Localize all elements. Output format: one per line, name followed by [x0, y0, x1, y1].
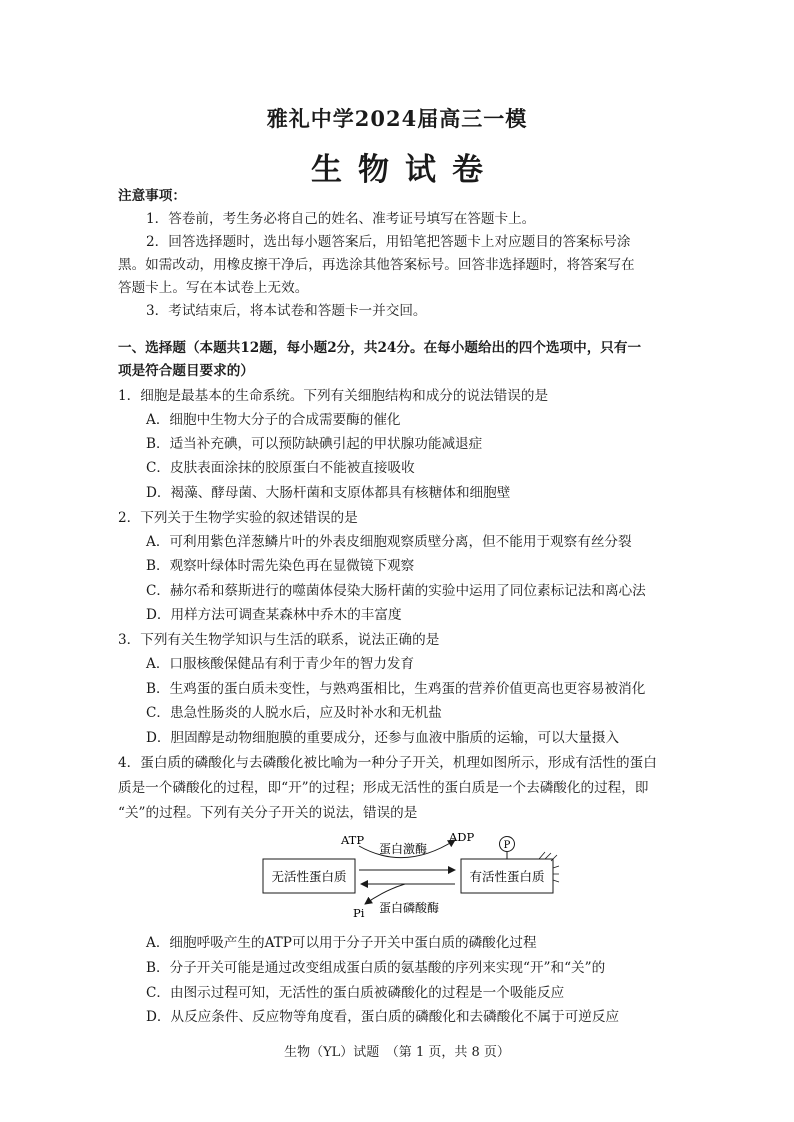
exam-title: 生物试卷: [311, 152, 499, 188]
adp-label: ADP: [449, 830, 475, 844]
notice-item-3: 3．考试结束后，将本试卷和答题卡一并交回。: [146, 303, 427, 319]
question-3-option-b: B．生鸡蛋的蛋白质未变性，与熟鸡蛋相比，生鸡蛋的营养价值更高也更容易被消化: [146, 681, 646, 697]
question-1-option-b: B．适当补充碘，可以预防缺碘引起的甲状腺功能减退症: [146, 436, 483, 452]
question-2-stem: 2．下列关于生物学实验的叙述错误的是: [118, 510, 358, 526]
phosphorylation-diagram: [255, 824, 575, 924]
phosphate-label: P: [503, 840, 511, 851]
school-title: 雅礼中学2024届高三一模: [266, 106, 528, 131]
question-1-option-c: C．皮肤表面涂抹的胶原蛋白不能被直接吸收: [146, 460, 415, 476]
active-protein-label: 有活性蛋白质: [469, 869, 545, 884]
question-4-option-b: B．分子开关可能是通过改变组成蛋白质的氨基酸的序列来实现“开”和“关”的: [146, 960, 606, 976]
kinase-label: 蛋白激酶: [379, 842, 428, 856]
question-4-option-d: D．从反应条件、反应物等角度看，蛋白质的磷酸化和去磷酸化不属于可逆反应: [146, 1009, 620, 1025]
phosphatase-label: 蛋白磷酸酶: [379, 901, 440, 915]
question-1-option-a: A．细胞中生物大分子的合成需要酶的催化: [146, 412, 401, 428]
question-4-stem-line-3: “关”的过程。下列有关分子开关的说法，错误的是: [118, 805, 418, 821]
page-footer: 生物（YL）试题 （第 1 页，共 8 页）: [284, 1045, 510, 1060]
notice-heading: 注意事项：: [118, 188, 186, 204]
question-4-stem-line-1: 4．蛋白质的磷酸化与去磷酸化被比喻为一种分子开关，机理如图所示，形成有活性的蛋白: [118, 755, 657, 771]
question-4-stem-line-2: 质是一个磷酸化的过程，即“开”的过程；形成无活性的蛋白质是一个去磷酸化的过程，即: [118, 780, 649, 796]
inactive-protein-label: 无活性蛋白质: [271, 869, 347, 884]
atp-label: ATP: [341, 833, 365, 847]
section-heading-line-2: 项是符合题目要求的）: [118, 363, 254, 379]
section-heading-line-1: 一、选择题（本题共12题，每小题2分，共24分。在每小题给出的四个选项中，只有一: [118, 340, 642, 356]
notice-item-2-line-1: 2．回答选择题时，选出每小题答案后，用铅笔把答题卡上对应题目的答案标号涂: [146, 234, 631, 250]
notice-item-1: 1．答卷前，考生务必将自己的姓名、准考证号填写在答题卡上。: [146, 211, 536, 227]
question-2-option-d: D．用样方法可调查某森林中乔木的丰富度: [146, 607, 402, 623]
question-2-option-c: C．赫尔希和蔡斯进行的噬菌体侵染大肠杆菌的实验中运用了同位素标记法和离心法: [146, 583, 646, 599]
question-3-option-d: D．胆固醇是动物细胞膜的重要成分，还参与血液中脂质的运输，可以大量摄入: [146, 730, 620, 746]
question-1-option-d: D．褐藻、酵母菌、大肠杆菌和支原体都具有核糖体和细胞壁: [146, 485, 511, 501]
question-2-option-a: A．可利用紫色洋葱鳞片叶的外表皮细胞观察质壁分离，但不能用于观察有丝分裂: [146, 534, 632, 550]
pi-label: Pi: [353, 906, 365, 920]
question-4-option-a: A．细胞呼吸产生的ATP可以用于分子开关中蛋白质的磷酸化过程: [146, 935, 537, 951]
notice-item-2-line-2: 黑。如需改动，用橡皮擦干净后，再选涂其他答案标号。回答非选择题时，将答案写在: [118, 257, 635, 273]
question-3-option-c: C．患急性肠炎的人脱水后，应及时补水和无机盐: [146, 705, 442, 721]
notice-item-2-line-3: 答题卡上。写在本试卷上无效。: [118, 280, 309, 296]
question-3-option-a: A．口服核酸保健品有利于青少年的智力发育: [146, 656, 415, 672]
question-3-stem: 3．下列有关生物学知识与生活的联系，说法正确的是: [118, 632, 440, 648]
question-2-option-b: B．观察叶绿体时需先染色再在显微镜下观察: [146, 558, 415, 574]
question-1-stem: 1．细胞是最基本的生命系统。下列有关细胞结构和成分的说法错误的是: [118, 388, 549, 404]
question-4-option-c: C．由图示过程可知，无活性的蛋白质被磷酸化的过程是一个吸能反应: [146, 985, 565, 1001]
